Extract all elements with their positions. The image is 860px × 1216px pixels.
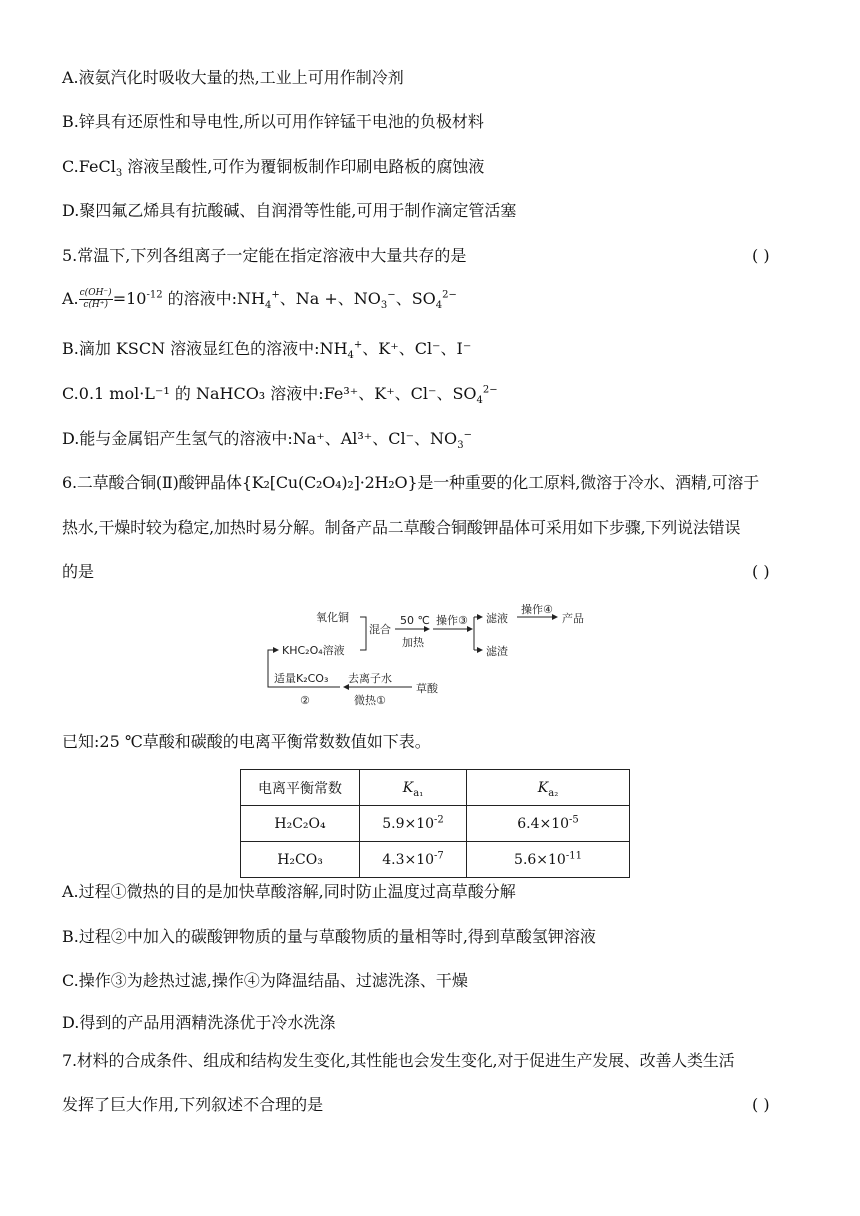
question-6-line3: 的是 [62, 562, 95, 581]
diagram-khc2o4: KHC₂O₄溶液 [282, 644, 345, 657]
diagram-oxalic: 草酸 [416, 682, 438, 695]
table-row [241, 806, 630, 842]
answer-bracket-5: ( ) [752, 246, 770, 265]
ratio-fraction: $\frac{c(OH^-)}{c(H^+)}$ [79, 288, 112, 310]
question-7-line2: 发挥了巨大作用,下列叙述不合理的是 [62, 1095, 324, 1114]
option-6a: A.过程①微热的目的是加快草酸溶解,同时防止温度过高草酸分解 [62, 882, 516, 901]
known-condition: 已知:25 ℃草酸和碳酸的电离平衡常数数值如下表。 [62, 732, 431, 751]
process-flow-diagram [262, 604, 602, 716]
option-6d: D.得到的产品用酒精洗涤优于冷水洗涤 [62, 1013, 336, 1032]
question-5: 5.常温下,下列各组离子一定能在指定溶液中大量共存的是 [62, 246, 467, 265]
table-cell: $5.6\times 10^{-11}$ [467, 842, 630, 878]
table-cell: $6.4\times 10^{-5}$ [467, 806, 630, 842]
diagram-k2co3: 适量K₂CO₃ [274, 672, 329, 685]
option-5b: B.滴加 KSCN 溶液显红色的溶液中$:NH_4^+$、K⁺、Cl⁻、I⁻ [62, 339, 472, 362]
option-5d: D.能与金属铝产生氢气的溶液中:Na⁺、Al³⁺、Cl⁻、$NO_3^-$ [62, 429, 472, 452]
diagram-step2: ② [300, 694, 310, 707]
option-6c: C.操作③为趁热过滤,操作④为降温结晶、过滤洗涤、干燥 [62, 971, 468, 990]
table-cell: H₂C₂O₄ [241, 806, 360, 842]
table-header-row [241, 770, 630, 806]
diagram-residue: 滤渣 [486, 645, 508, 658]
option-4a: A.液氨汽化时吸收大量的热,工业上可用作制冷剂 [62, 68, 404, 87]
diagram-product: 产品 [562, 612, 584, 625]
table-cell: $4.3\times 10^{-7}$ [360, 842, 467, 878]
option-4d: D.聚四氟乙烯具有抗酸碱、自润滑等性能,可用于制作滴定管活塞 [62, 201, 517, 220]
question-7-line1: 7.材料的合成条件、组成和结构发生变化,其性能也会发生变化,对于促进生产发展、改善人类生活 [62, 1051, 735, 1070]
diagram-warm: 微热① [354, 694, 386, 707]
diagram-heat: 加热 [402, 636, 424, 649]
diagram-op4: 操作④ [521, 604, 553, 616]
diagram-water: 去离子水 [348, 672, 392, 685]
answer-bracket-6: ( ) [752, 562, 770, 581]
table-header-ka2: $K_{a_2}$ [467, 770, 630, 806]
answer-bracket-7: ( ) [752, 1095, 770, 1114]
question-6-line2: 热水,干燥时较为稳定,加热时易分解。制备产品二草酸合铜酸钾晶体可采用如下步骤,下列说法错误 [62, 518, 741, 537]
table-cell: H₂CO₃ [241, 842, 360, 878]
table-row [241, 842, 630, 878]
question-6-line1: 6.二草酸合铜(Ⅱ)酸钾晶体{K₂[Cu(C₂O₄)₂]·2H₂O}是一种重要的化工原料,微溶于冷水、酒精,可溶于 [62, 473, 759, 492]
table-header-cell: 电离平衡常数 [241, 770, 360, 806]
option-5c: C.0.1 mol·L⁻¹ 的 NaHCO₃ 溶液中:Fe³⁺、K⁺、Cl⁻、$SO_4^{2-}$ [62, 384, 498, 407]
diagram-cuo: 氧化铜 [316, 611, 349, 624]
constants-table [240, 769, 630, 878]
option-6b: B.过程②中加入的碳酸钾物质的量与草酸物质的量相等时,得到草酸氢钾溶液 [62, 927, 596, 946]
option-5a: A. $\frac{c(OH^-)}{c(H^+)}$ $=10^{-12}$ 的溶液中$:NH_4^+$、Na +、$NO_3^-$、$SO_4^{2-}$ [62, 288, 457, 312]
diagram-filtrate: 滤液 [486, 612, 508, 625]
option-4b: B.锌具有还原性和导电性,所以可用作锌锰干电池的负极材料 [62, 112, 484, 131]
diagram-mix: 混合 [369, 623, 391, 636]
diagram-op3: 操作③ [436, 614, 468, 627]
option-4c: C.FeCl$_3$ 溶液呈酸性,可作为覆铜板制作印刷电路板的腐蚀液 [62, 157, 485, 180]
diagram-temp: 50 ℃ [400, 614, 430, 627]
table-cell: $5.9\times 10^{-2}$ [360, 806, 467, 842]
table-header-ka1: $K_{a_1}$ [360, 770, 467, 806]
